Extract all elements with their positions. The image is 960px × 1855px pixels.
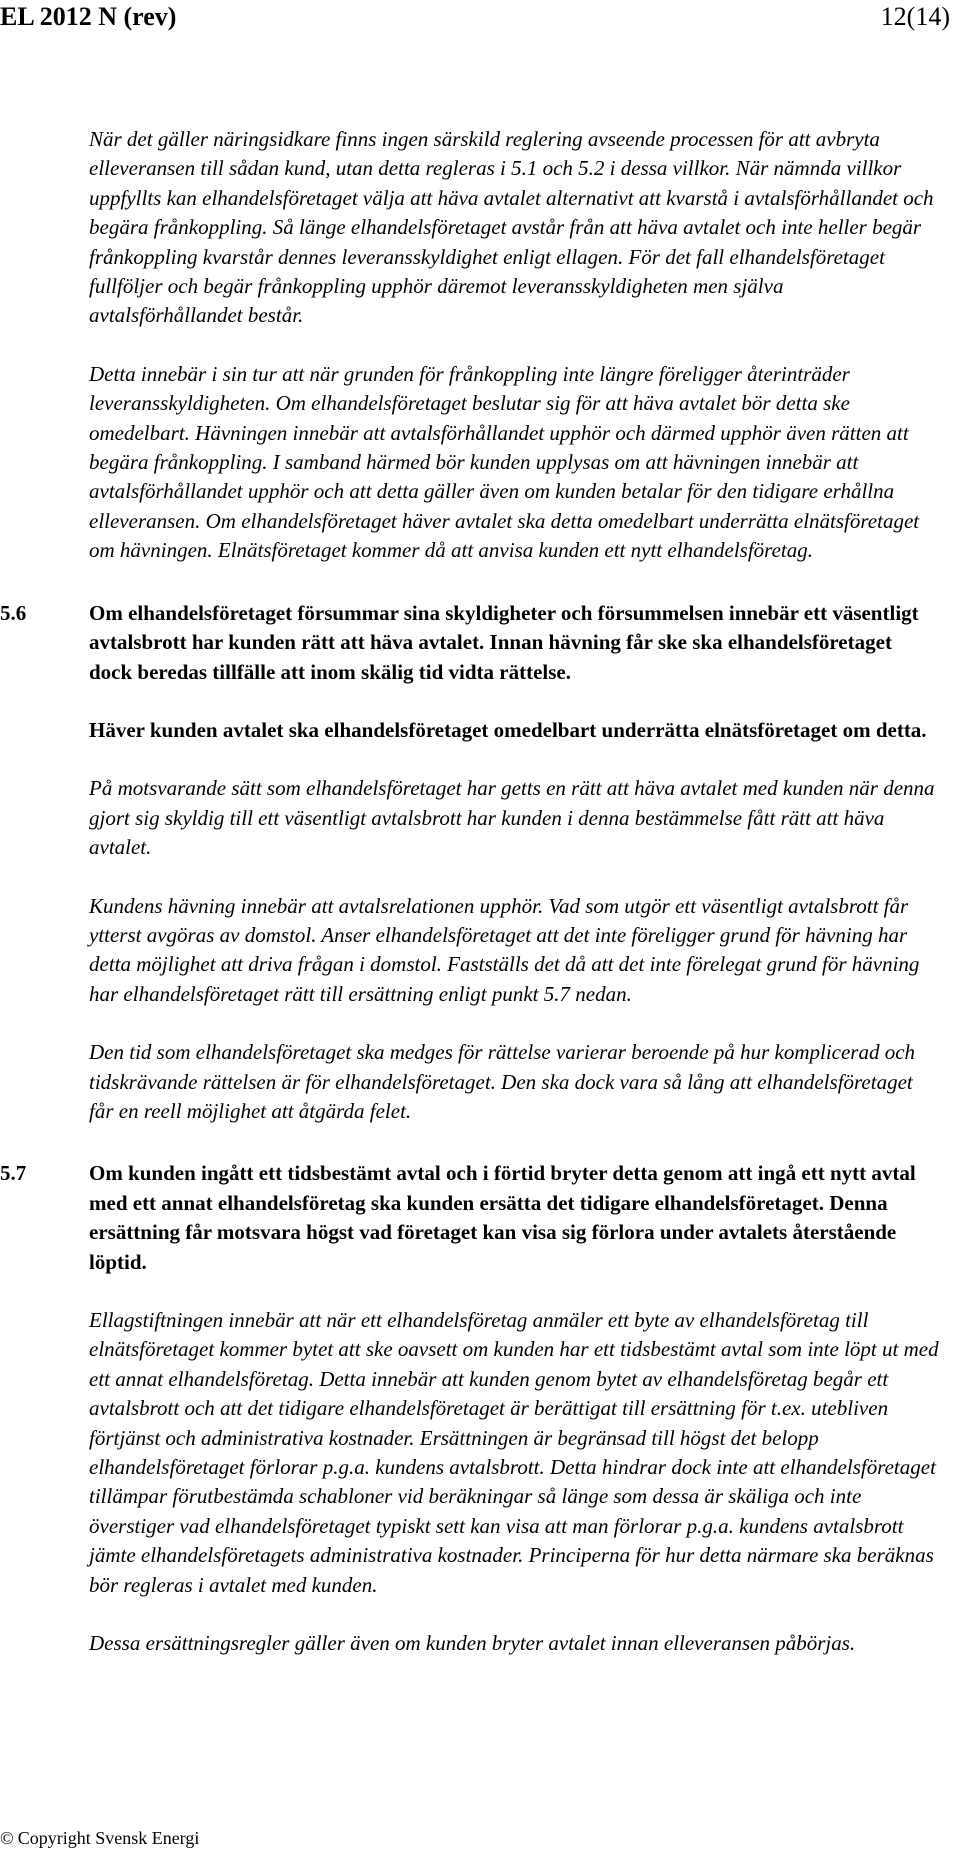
page-header bbox=[0, 0, 960, 40]
copyright-icon: © bbox=[0, 1828, 14, 1848]
section-text: Om elhandelsföretaget försummar sina skyldigheter och försummelsen innebär ett väsentligt avtalsbrott har kunden rätt att häva avtalet. Innan hävning får ske ska elhandelsföretaget dock beredas tillfälle att inom skälig tid vidta rättelse. bbox=[89, 600, 919, 684]
page-footer bbox=[0, 1826, 199, 1850]
document-body bbox=[0, 125, 960, 1658]
section-text: Om kunden ingått ett tidsbestämt avtal och i förtid bryter detta genom att ingå ett nytt avtal med ett annat elhandelsföretag ska kunden ersätta det tidigare elhandelsföretaget. Denna ersättning får motsvara högst vad företaget kan visa sig förlora under avtalets återstående löptid. bbox=[89, 1161, 916, 1274]
paragraph-commentary-1: När det gäller näringsidkare finns ingen särskild reglering avseende processen för att avbryta elleveransen till sådan kund, utan detta regleras i 5.1 och 5.2 i dessa villkor. När nämnda villkor uppfyllts kan elhandelsföretaget välja att häva avtalet alternativt att kvarstå i avtalsförhållandet och begära frånkoppling. Så länge elhandelsföretaget avstår från att häva avtalet och inte heller begär frånkoppling kvarstår dennes leveransskyldighet enligt ellagen. För det fall elhandelsföretaget fullföljer och begär frånkoppling upphör däremot leveransskyldigheten men själva avtalsförhållandet består. bbox=[89, 127, 934, 328]
section-5-7 bbox=[0, 1159, 960, 1277]
section-number: 5.6 bbox=[0, 600, 27, 625]
document-title: EL 2012 N (rev) bbox=[0, 2, 177, 31]
paragraph-commentary-2: Detta innebär i sin tur att när grunden för frånkoppling inte längre föreligger återinträder leveransskyldigheten. Om elhandelsföretaget beslutar sig för att häva avtalet bör detta ske omedelbart. Hävningen innebär att avtalsförhållandet upphör och därmed upphör även rätten att begära frånkoppling. I samband härmed bör kunden upplysas om att hävningen innebär att avtalsförhållandet upphör och att detta gäller även om kunden betalar för den tidigare erhållna elleveransen. Om elhandelsföretaget häver avtalet ska detta omedelbart underrätta elnätsföretaget om hävningen. Elnätsföretaget kommer då att anvisa kunden ett nytt elhandelsföretag. bbox=[89, 361, 920, 563]
paragraph-commentary-6: Ellagstiftningen innebär att när ett elhandelsföretag anmäler ett byte av elhandelsföretag till elnätsföretaget kommer bytet att ske oavsett om kunden har ett tidsbestämt avtal som inte löpt ut med ett annat elhandelsföretag. Detta innebär att kunden genom bytet av elhandelsföretag begår ett avtalsbrott och att det tidigare elhandelsföretaget är berättigat till ersättning för t.ex. utebliven förtjänst och administrativa kostnader. Ersättningen är begränsad till högst det belopp elhandelsföretaget förlorar p.g.a. kundens avtalsbrott. Detta hindrar dock inte att elhandelsföretaget tillämpar förutbestämda schabloner vid beräkningar så länge som dessa är skäliga och inte överstiger vad elhandelsföretaget typiskt sett kan visa att man förlorar p.g.a. kundens avtalsbrott jämte elhandelsföretagets administrativa kostnader. Principerna för hur detta närmare ska beräknas bör regleras i avtalet med kunden. bbox=[89, 1308, 939, 1597]
page-number: 12(14) bbox=[880, 2, 950, 31]
section-5-6-paragraph-2: Häver kunden avtalet ska elhandelsföretaget omedelbart underrätta elnätsföretaget om detta. bbox=[89, 717, 927, 742]
paragraph-commentary-5: Den tid som elhandelsföretaget ska medges för rättelse varierar beroende på hur komplicerad och tidskrävande rättelsen är för elhandelsföretaget. Den ska dock vara så lång att elhandelsföretaget får en reell möjlighet att åtgärda felet. bbox=[89, 1040, 916, 1123]
copyright-text: Copyright Svensk Energi bbox=[17, 1828, 200, 1848]
paragraph-commentary-3: På motsvarande sätt som elhandelsföretaget har getts en rätt att häva avtalet med kunden när denna gjort sig skyldig till ett väsentligt avtalsbrott har kunden i denna bestämmelse fått rätt att häva avtalet. bbox=[89, 776, 935, 860]
section-5-6 bbox=[0, 599, 960, 687]
section-number: 5.7 bbox=[0, 1161, 27, 1186]
paragraph-commentary-4: Kundens hävning innebär att avtalsrelationen upphör. Vad som utgör ett väsentligt avtalsbrott får ytterst avgöras av domstol. Anser elhandelsföretaget att det inte föreligger grund för hävning har detta möjlighet att driva frågan i domstol. Fastställs det då att det inte förelegat grund för hävning har elhandelsföretaget rätt till ersättning enligt punkt 5.7 nedan. bbox=[89, 893, 920, 1006]
paragraph-commentary-7: Dessa ersättningsregler gäller även om kunden bryter avtalet innan elleveransen påbörjas. bbox=[89, 1631, 856, 1656]
